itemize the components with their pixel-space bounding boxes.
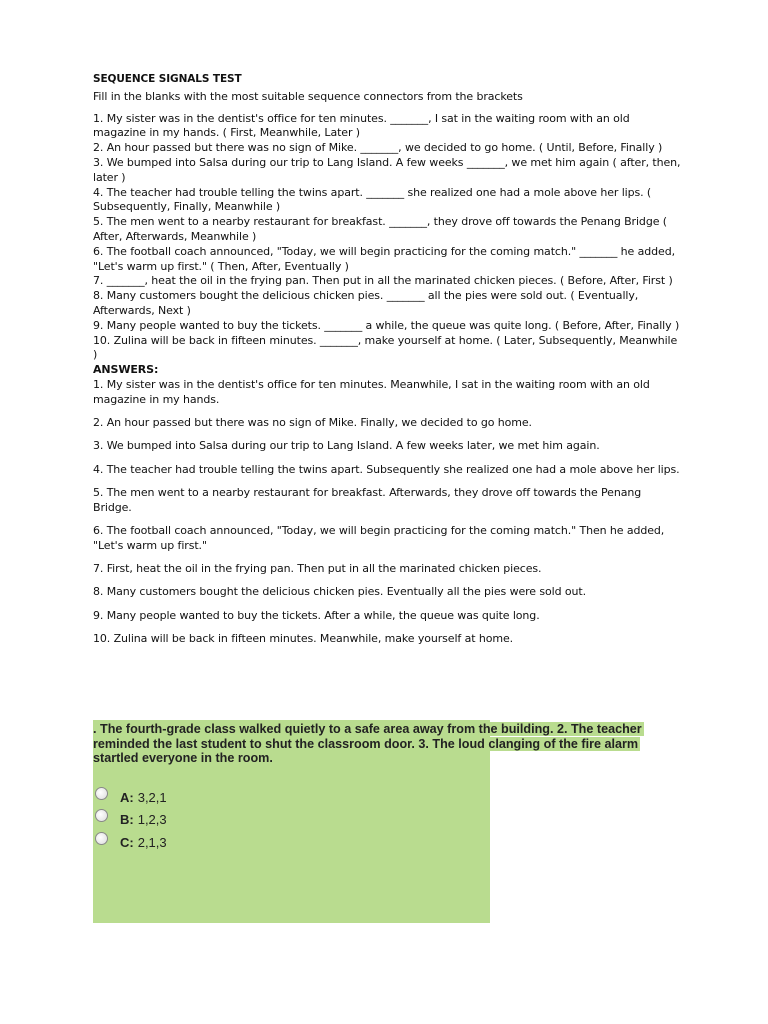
answer-item: 3. We bumped into Salsa during our trip to Lang Island. A few weeks later, we met him again. bbox=[93, 439, 600, 453]
question-item: 1. My sister was in the dentist's office for ten minutes. _______, I sat in the waiting room with an old magazine in my hands. ( First, Meanwhile, Later ) bbox=[93, 111, 630, 140]
question-list bbox=[93, 112, 681, 364]
answer-item: 8. Many customers bought the delicious chicken pies. Eventually all the pies were sold out. bbox=[93, 585, 586, 599]
radio-button-icon[interactable] bbox=[95, 809, 108, 822]
answers-heading: ANSWERS: bbox=[93, 363, 159, 377]
quiz-options bbox=[95, 786, 167, 854]
option-letter: A: bbox=[120, 789, 134, 805]
answer-list bbox=[93, 378, 681, 647]
answer-item: 7. First, heat the oil in the frying pan. Then put in all the marinated chicken pieces. bbox=[93, 562, 542, 576]
question-item: 6. The football coach announced, "Today, we will begin practicing for the coming match." _______ he added, "Let's warm up first." ( Then, After, Eventually ) bbox=[93, 244, 675, 273]
radio-button-icon[interactable] bbox=[95, 832, 108, 845]
quiz-question bbox=[93, 722, 653, 766]
option-text: 2,1,3 bbox=[137, 834, 167, 850]
question-item: 2. An hour passed but there was no sign of Mike. _______, we decided to go home. ( Until, Before, Finally ) bbox=[93, 141, 663, 155]
option-letter: C: bbox=[120, 834, 134, 850]
answer-item: 4. The teacher had trouble telling the twins apart. Subsequently she realized one had a mole above her lips. bbox=[93, 462, 680, 476]
question-item: 8. Many customers bought the delicious chicken pies. _______ all the pies were sold out. ( Eventually, Afterwards, Next ) bbox=[93, 289, 639, 317]
question-item: 5. The men went to a nearby restaurant for breakfast. _______, they drove off towards the Penang Bridge ( After, Afterwards, Meanwhile ) bbox=[93, 215, 667, 243]
option-text: 3,2,1 bbox=[137, 789, 167, 805]
answer-item: 9. Many people wanted to buy the tickets. After a while, the queue was quite long. bbox=[93, 608, 540, 622]
answer-item: 2. An hour passed but there was no sign of Mike. Finally, we decided to go home. bbox=[93, 416, 532, 430]
quiz-option-a[interactable] bbox=[95, 786, 167, 809]
answer-item: 1. My sister was in the dentist's office for ten minutes. Meanwhile, I sat in the waiting room with an old magazine in my hands. bbox=[93, 377, 650, 406]
option-letter: B: bbox=[120, 812, 134, 828]
question-item: 4. The teacher had trouble telling the twins apart. _______ she realized one had a mole above her lips. ( Subsequently, Finally, Meanwhile ) bbox=[93, 185, 652, 214]
radio-button-icon[interactable] bbox=[95, 787, 108, 800]
quiz-option-b[interactable] bbox=[95, 809, 167, 832]
quiz-option-c[interactable] bbox=[95, 831, 167, 854]
option-text: 1,2,3 bbox=[137, 812, 167, 828]
answer-item: 6. The football coach announced, "Today, we will begin practicing for the coming match." Then he added, "Let's warm up first." bbox=[93, 524, 665, 552]
answer-item: 10. Zulina will be back in fifteen minutes. Meanwhile, make yourself at home. bbox=[93, 632, 514, 645]
answer-item: 5. The men went to a nearby restaurant for breakfast. Afterwards, they drove off towards the Penang Bridge. bbox=[93, 485, 642, 514]
question-item: 10. Zulina will be back in fifteen minutes. _______, make yourself at home. ( Later, Subsequently, Meanwhile ) bbox=[93, 333, 678, 362]
document-content bbox=[93, 72, 681, 655]
question-item: 7. _______, heat the oil in the frying pan. Then put in all the marinated chicken pieces. ( Before, After, First ) bbox=[93, 274, 673, 288]
quiz-question-text: . The fourth-grade class walked quietly to a safe area away from the building. 2. The teacher reminded the last student to shut the classroom door. 3. The loud clanging of the fire alarm startled everyone in the room. bbox=[93, 722, 642, 766]
question-item: 9. Many people wanted to buy the tickets. _______ a while, the queue was quite long. ( Before, After, Finally ) bbox=[93, 318, 680, 332]
question-item: 3. We bumped into Salsa during our trip to Lang Island. A few weeks _______, we met him again ( after, then, later ) bbox=[93, 155, 681, 184]
instructions-text: Fill in the blanks with the most suitable sequence connectors from the brackets bbox=[93, 89, 523, 103]
page-title: SEQUENCE SIGNALS TEST bbox=[93, 73, 242, 85]
